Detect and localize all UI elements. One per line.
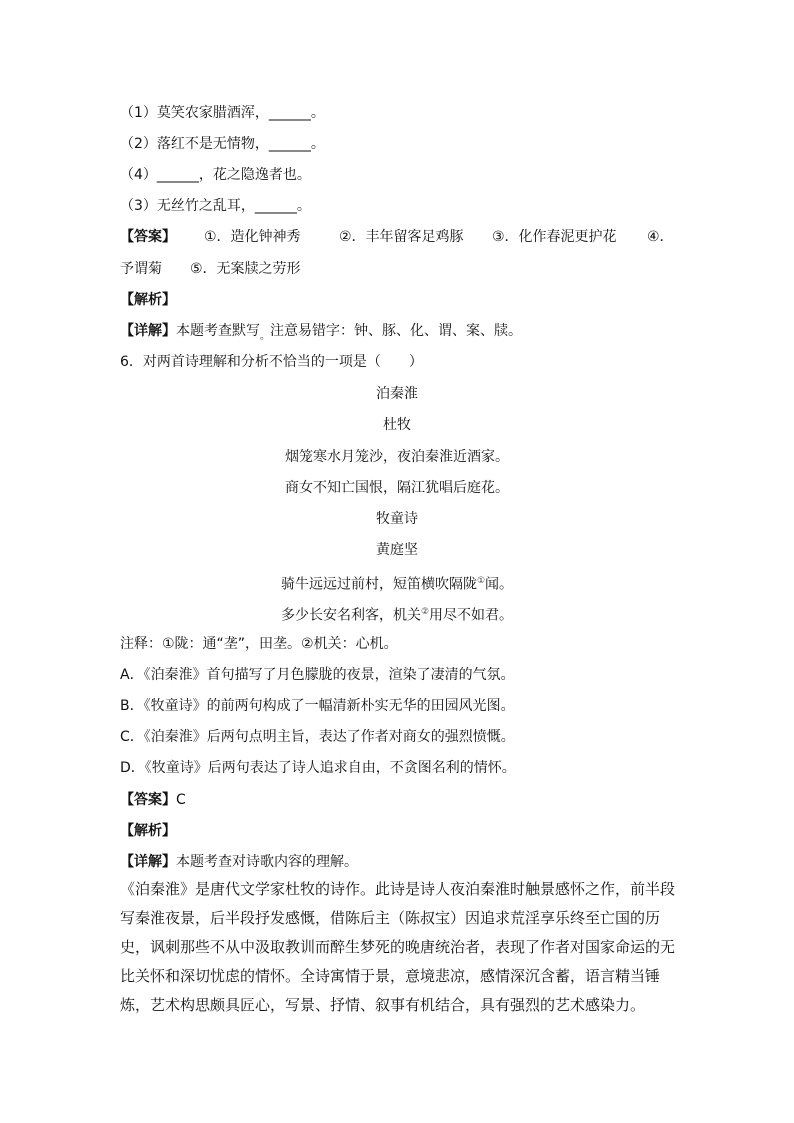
option-c: C．《泊秦淮》后两句点明主旨，表达了作者对商女的强烈愤慨。	[120, 729, 515, 745]
answer-blank: ______	[268, 105, 311, 121]
option-b: B．《牧童诗》的前两句构成了一幅清新朴实无华的田园风光图。	[120, 698, 515, 714]
option-d: D．《牧童诗》后两句表达了诗人追求自由，不贪图名利的情怀。	[120, 760, 516, 776]
analysis-label: 【解析】	[120, 823, 176, 839]
detail-label: 【详解】	[120, 323, 176, 339]
analysis-label: 【解析】	[120, 292, 176, 308]
detail-text: 注意易错字：钟、豚、化、谓、案、牍。	[270, 323, 522, 339]
footnote-marker: ②	[420, 607, 430, 617]
item-text: 无丝竹之乱耳，	[156, 198, 255, 214]
poem-text: 多少长安名利客，机关	[280, 607, 421, 624]
answer-item: ②．丰年留客足鸡豚	[339, 229, 464, 245]
option-a: A．《泊秦淮》首句描写了月色朦胧的夜景，渲染了凄清的气氛。	[120, 667, 515, 683]
answer-blank: ______	[156, 167, 199, 183]
answer-blank: ______	[254, 198, 297, 214]
answer-line	[120, 227, 674, 247]
answer-item: ④．	[647, 229, 674, 245]
item-text: ，花之隐逸者也。	[198, 167, 311, 183]
answer-label: 【答案】	[120, 792, 176, 808]
poem-author: 杜牧	[383, 417, 411, 433]
item-number: （4）	[120, 167, 157, 183]
item-text: 。	[310, 136, 325, 152]
detail-text: 本题考查默写	[176, 323, 260, 339]
fill-blank-item	[120, 103, 325, 123]
answer-label: 【答案】	[120, 229, 176, 245]
item-number: （1）	[120, 105, 157, 121]
poem-line: 烟笼寒水月笼沙，夜泊秦淮近酒家。	[285, 449, 509, 465]
poem-author: 黄庭坚	[376, 542, 418, 558]
fill-blank-item	[120, 196, 311, 216]
item-text: 。	[310, 105, 325, 121]
answer-item: ③．化作春泥更护花	[492, 229, 617, 245]
question-6: 6．对两首诗理解和分析不恰当的一项是（ ）	[120, 354, 423, 370]
footnote-marker: ①	[476, 576, 486, 586]
answer-item: 予谓菊	[120, 261, 162, 277]
item-text: 莫笑农家腊酒浑，	[156, 105, 269, 121]
item-text: 落红不是无情物，	[156, 136, 269, 152]
poem-line	[0, 602, 794, 626]
detail-punct: 。	[260, 331, 270, 342]
item-number: （2）	[120, 136, 157, 152]
item-number: （3）	[120, 198, 157, 214]
item-text: 。	[296, 198, 311, 214]
poem-text: 骑牛远远过前村，短笛横吹隔陇	[280, 576, 477, 593]
poem-text: 用尽不如君。	[429, 607, 514, 624]
answer-blank: ______	[268, 136, 311, 152]
poem-line: 商女不知亡国恨，隔江犹唱后庭花。	[285, 480, 509, 496]
detail-label: 【详解】	[120, 854, 176, 870]
poem-text: 闻。	[485, 576, 514, 593]
poem-line	[0, 571, 794, 595]
poem-title: 牧童诗	[376, 511, 418, 527]
answer-item: ①．造化钟神秀	[204, 229, 301, 245]
answer-line-continued	[120, 259, 301, 279]
annotation-note: 注释：①陇：通“垄”，田垄。②机关：心机。	[120, 636, 398, 652]
answer-value: C	[176, 792, 186, 808]
answer-line	[120, 790, 186, 810]
answer-item: ⑤．无案牍之劳形	[190, 261, 301, 277]
detail-line	[120, 321, 522, 347]
poem-title: 泊秦淮	[376, 386, 418, 402]
fill-blank-item	[120, 165, 311, 185]
detail-line	[120, 852, 358, 872]
fill-blank-item	[120, 134, 325, 154]
detail-text: 本题考查对诗歌内容的理解。	[176, 854, 358, 870]
explanation-paragraph: 《泊秦淮》是唐代文学家杜牧的诗作。此诗是诗人夜泊秦淮时触景感怀之作，前半段写秦淮夜景，后半段抒发感慨，借陈后主（陈叔宝）因追求荒淫享乐终至亡国的历史，讽刺那些不从中汲取教训而醉生梦死的晚唐统治者，表现了作者对国家命运的无比关怀和深切忧虑的情怀。全诗寓情于景，意境悲凉，感情深沉含蓄，语言精当锤炼，艺术构思颇具匠心，写景、抒情、叙事有机结合，具有强烈的艺术感染力。	[120, 880, 676, 1014]
